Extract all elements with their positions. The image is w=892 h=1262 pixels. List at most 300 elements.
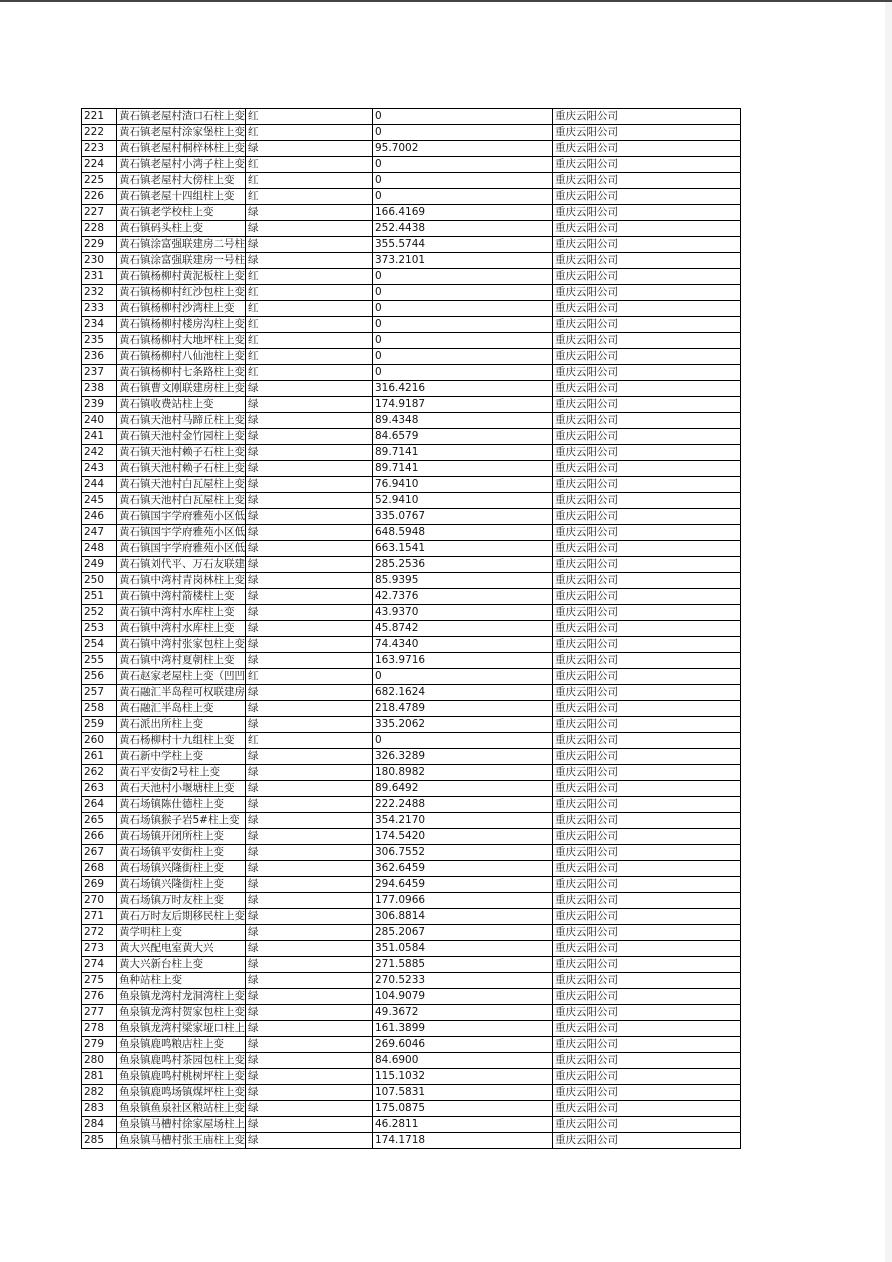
- table-row: [82, 413, 741, 429]
- transformer-name-cell: 鱼泉镇马槽村张王庙柱上变: [117, 1133, 246, 1149]
- company-cell: 重庆云阳公司: [553, 797, 741, 813]
- status-color-cell: 红: [246, 285, 373, 301]
- transformer-name-cell: 黄石镇收费站柱上变: [117, 397, 246, 413]
- transformer-name-cell: 鱼泉镇鹿鸣村茶园包柱上变: [117, 1053, 246, 1069]
- transformer-name-cell: 黄石镇杨柳村黄泥板柱上变: [117, 269, 246, 285]
- transformer-name-cell: 黄石场镇平安街柱上变: [117, 845, 246, 861]
- row-number-cell: 275: [82, 973, 117, 989]
- table-row: [82, 397, 741, 413]
- value-cell: 306.8814: [373, 909, 553, 925]
- company-cell: 重庆云阳公司: [553, 541, 741, 557]
- company-cell: 重庆云阳公司: [553, 829, 741, 845]
- row-number-cell: 284: [82, 1117, 117, 1133]
- company-cell: 重庆云阳公司: [553, 525, 741, 541]
- status-color-cell: 红: [246, 349, 373, 365]
- row-number-cell: 244: [82, 477, 117, 493]
- transformer-name-cell: 鱼泉镇龙湾村梁家垭口柱上: [117, 1021, 246, 1037]
- table-row: [82, 269, 741, 285]
- status-color-cell: 绿: [246, 637, 373, 653]
- transformer-name-cell: 鱼泉镇龙湾村龙洞湾柱上变: [117, 989, 246, 1005]
- company-cell: 重庆云阳公司: [553, 781, 741, 797]
- company-cell: 重庆云阳公司: [553, 477, 741, 493]
- row-number-cell: 232: [82, 285, 117, 301]
- company-cell: 重庆云阳公司: [553, 301, 741, 317]
- transformer-name-cell: 黄石镇天池村白瓦屋柱上变: [117, 477, 246, 493]
- row-number-cell: 278: [82, 1021, 117, 1037]
- value-cell: 43.9370: [373, 605, 553, 621]
- table-row: [82, 669, 741, 685]
- row-number-cell: 266: [82, 829, 117, 845]
- status-color-cell: 绿: [246, 237, 373, 253]
- transformer-name-cell: 黄石镇老屋村桐梓林柱上变: [117, 141, 246, 157]
- company-cell: 重庆云阳公司: [553, 445, 741, 461]
- row-number-cell: 226: [82, 189, 117, 205]
- row-number-cell: 279: [82, 1037, 117, 1053]
- table-row: [82, 749, 741, 765]
- row-number-cell: 234: [82, 317, 117, 333]
- company-cell: 重庆云阳公司: [553, 1133, 741, 1149]
- status-color-cell: 绿: [246, 957, 373, 973]
- row-number-cell: 250: [82, 573, 117, 589]
- transformer-name-cell: 黄石场镇兴隆街柱上变: [117, 877, 246, 893]
- company-cell: 重庆云阳公司: [553, 461, 741, 477]
- table-row: [82, 781, 741, 797]
- value-cell: 0: [373, 269, 553, 285]
- table-row: [82, 1005, 741, 1021]
- table-row: [82, 189, 741, 205]
- transformer-name-cell: 黄石镇天池村金竹园柱上变: [117, 429, 246, 445]
- transformer-name-cell: 黄石融汇半岛程可权联建房: [117, 685, 246, 701]
- table-row: [82, 861, 741, 877]
- row-number-cell: 268: [82, 861, 117, 877]
- row-number-cell: 276: [82, 989, 117, 1005]
- row-number-cell: 258: [82, 701, 117, 717]
- row-number-cell: 274: [82, 957, 117, 973]
- value-cell: 0: [373, 669, 553, 685]
- company-cell: 重庆云阳公司: [553, 493, 741, 509]
- value-cell: 163.9716: [373, 653, 553, 669]
- value-cell: 0: [373, 285, 553, 301]
- row-number-cell: 271: [82, 909, 117, 925]
- row-number-cell: 233: [82, 301, 117, 317]
- transformer-name-cell: 黄石赵家老屋柱上变（凹凹: [117, 669, 246, 685]
- table-row: [82, 1117, 741, 1133]
- company-cell: 重庆云阳公司: [553, 221, 741, 237]
- row-number-cell: 243: [82, 461, 117, 477]
- row-number-cell: 255: [82, 653, 117, 669]
- status-color-cell: 绿: [246, 653, 373, 669]
- company-cell: 重庆云阳公司: [553, 1021, 741, 1037]
- table-row: [82, 573, 741, 589]
- value-cell: 0: [373, 301, 553, 317]
- company-cell: 重庆云阳公司: [553, 1117, 741, 1133]
- table-row: [82, 685, 741, 701]
- transformer-name-cell: 黄石镇杨柳村八仙池柱上变: [117, 349, 246, 365]
- table-row: [82, 173, 741, 189]
- row-number-cell: 241: [82, 429, 117, 445]
- row-number-cell: 262: [82, 765, 117, 781]
- transformer-name-cell: 黄石镇天池村白瓦屋柱上变: [117, 493, 246, 509]
- table-row: [82, 877, 741, 893]
- value-cell: 104.9079: [373, 989, 553, 1005]
- transformer-name-cell: 黄石镇国宇学府雅苑小区低: [117, 525, 246, 541]
- company-cell: 重庆云阳公司: [553, 365, 741, 381]
- status-color-cell: 绿: [246, 989, 373, 1005]
- row-number-cell: 235: [82, 333, 117, 349]
- value-cell: 46.2811: [373, 1117, 553, 1133]
- table-row: [82, 989, 741, 1005]
- table-row: [82, 237, 741, 253]
- company-cell: 重庆云阳公司: [553, 861, 741, 877]
- value-cell: 306.7552: [373, 845, 553, 861]
- status-color-cell: 绿: [246, 429, 373, 445]
- table-row: [82, 381, 741, 397]
- company-cell: 重庆云阳公司: [553, 413, 741, 429]
- row-number-cell: 237: [82, 365, 117, 381]
- value-cell: 270.5233: [373, 973, 553, 989]
- status-color-cell: 绿: [246, 845, 373, 861]
- table-row: [82, 333, 741, 349]
- row-number-cell: 231: [82, 269, 117, 285]
- transformer-name-cell: 黄石镇天池村马蹄丘柱上变: [117, 413, 246, 429]
- status-color-cell: 红: [246, 365, 373, 381]
- status-color-cell: 绿: [246, 589, 373, 605]
- transformer-name-cell: 黄石融汇半岛柱上变: [117, 701, 246, 717]
- value-cell: 49.3672: [373, 1005, 553, 1021]
- value-cell: 362.6459: [373, 861, 553, 877]
- value-cell: 0: [373, 125, 553, 141]
- company-cell: 重庆云阳公司: [553, 349, 741, 365]
- status-color-cell: 绿: [246, 877, 373, 893]
- company-cell: 重庆云阳公司: [553, 813, 741, 829]
- row-number-cell: 228: [82, 221, 117, 237]
- transformer-table: [81, 108, 741, 1149]
- company-cell: 重庆云阳公司: [553, 173, 741, 189]
- value-cell: 252.4438: [373, 221, 553, 237]
- company-cell: 重庆云阳公司: [553, 1101, 741, 1117]
- table-row: [82, 365, 741, 381]
- value-cell: 0: [373, 157, 553, 173]
- status-color-cell: 绿: [246, 685, 373, 701]
- value-cell: 45.8742: [373, 621, 553, 637]
- row-number-cell: 257: [82, 685, 117, 701]
- table-row: [82, 701, 741, 717]
- company-cell: 重庆云阳公司: [553, 285, 741, 301]
- status-color-cell: 红: [246, 669, 373, 685]
- table-row: [82, 557, 741, 573]
- transformer-name-cell: 黄石场镇兴隆街柱上变: [117, 861, 246, 877]
- company-cell: 重庆云阳公司: [553, 1069, 741, 1085]
- status-color-cell: 绿: [246, 861, 373, 877]
- status-color-cell: 绿: [246, 925, 373, 941]
- row-number-cell: 273: [82, 941, 117, 957]
- value-cell: 0: [373, 189, 553, 205]
- status-color-cell: 绿: [246, 541, 373, 557]
- value-cell: 351.0584: [373, 941, 553, 957]
- table-row: [82, 541, 741, 557]
- value-cell: 89.7141: [373, 445, 553, 461]
- status-color-cell: 红: [246, 317, 373, 333]
- status-color-cell: 绿: [246, 909, 373, 925]
- value-cell: 89.7141: [373, 461, 553, 477]
- value-cell: 52.9410: [373, 493, 553, 509]
- row-number-cell: 267: [82, 845, 117, 861]
- table-row: [82, 285, 741, 301]
- company-cell: 重庆云阳公司: [553, 189, 741, 205]
- status-color-cell: 绿: [246, 813, 373, 829]
- transformer-name-cell: 黄石场镇猴子岩5#柱上变: [117, 813, 246, 829]
- status-color-cell: 绿: [246, 973, 373, 989]
- status-color-cell: 绿: [246, 621, 373, 637]
- transformer-name-cell: 黄石镇中湾村青岗林柱上变: [117, 573, 246, 589]
- status-color-cell: 绿: [246, 253, 373, 269]
- company-cell: 重庆云阳公司: [553, 685, 741, 701]
- value-cell: 0: [373, 333, 553, 349]
- status-color-cell: 绿: [246, 1005, 373, 1021]
- table-row: [82, 141, 741, 157]
- table-row: [82, 157, 741, 173]
- value-cell: 373.2101: [373, 253, 553, 269]
- value-cell: 174.1718: [373, 1133, 553, 1149]
- table-row: [82, 445, 741, 461]
- value-cell: 89.4348: [373, 413, 553, 429]
- table-row: [82, 509, 741, 525]
- status-color-cell: 绿: [246, 1069, 373, 1085]
- company-cell: 重庆云阳公司: [553, 845, 741, 861]
- table-row: [82, 525, 741, 541]
- transformer-name-cell: 黄石镇杨柳村七条路柱上变: [117, 365, 246, 381]
- company-cell: 重庆云阳公司: [553, 1037, 741, 1053]
- value-cell: 648.5948: [373, 525, 553, 541]
- status-color-cell: 红: [246, 157, 373, 173]
- company-cell: 重庆云阳公司: [553, 973, 741, 989]
- transformer-name-cell: 黄石镇杨柳村沙湾柱上变: [117, 301, 246, 317]
- row-number-cell: 269: [82, 877, 117, 893]
- table-body: [82, 109, 741, 1149]
- table-row: [82, 1133, 741, 1149]
- table-row: [82, 221, 741, 237]
- status-color-cell: 红: [246, 125, 373, 141]
- value-cell: 316.4216: [373, 381, 553, 397]
- row-number-cell: 259: [82, 717, 117, 733]
- company-cell: 重庆云阳公司: [553, 125, 741, 141]
- row-number-cell: 242: [82, 445, 117, 461]
- transformer-name-cell: 黄石镇杨柳村红沙包柱上变: [117, 285, 246, 301]
- company-cell: 重庆云阳公司: [553, 157, 741, 173]
- row-number-cell: 251: [82, 589, 117, 605]
- row-number-cell: 283: [82, 1101, 117, 1117]
- value-cell: 166.4169: [373, 205, 553, 221]
- transformer-name-cell: 黄石镇老屋村小湾子柱上变: [117, 157, 246, 173]
- transformer-name-cell: 黄石场镇开闭所柱上变: [117, 829, 246, 845]
- transformer-name-cell: 鱼泉镇鹿鸣粮店柱上变: [117, 1037, 246, 1053]
- company-cell: 重庆云阳公司: [553, 573, 741, 589]
- row-number-cell: 280: [82, 1053, 117, 1069]
- status-color-cell: 绿: [246, 381, 373, 397]
- value-cell: 682.1624: [373, 685, 553, 701]
- transformer-name-cell: 黄石镇国宇学府雅苑小区低: [117, 509, 246, 525]
- row-number-cell: 260: [82, 733, 117, 749]
- row-number-cell: 265: [82, 813, 117, 829]
- status-color-cell: 红: [246, 109, 373, 125]
- company-cell: 重庆云阳公司: [553, 621, 741, 637]
- status-color-cell: 绿: [246, 797, 373, 813]
- status-color-cell: 绿: [246, 1101, 373, 1117]
- value-cell: 0: [373, 349, 553, 365]
- transformer-name-cell: 鱼泉镇鱼泉社区粮站柱上变: [117, 1101, 246, 1117]
- status-color-cell: 红: [246, 733, 373, 749]
- status-color-cell: 绿: [246, 829, 373, 845]
- value-cell: 107.5831: [373, 1085, 553, 1101]
- value-cell: 84.6579: [373, 429, 553, 445]
- value-cell: 326.3289: [373, 749, 553, 765]
- transformer-name-cell: 黄石镇天池村赖子石柱上变: [117, 445, 246, 461]
- transformer-name-cell: 黄大兴配电室黄大兴: [117, 941, 246, 957]
- company-cell: 重庆云阳公司: [553, 701, 741, 717]
- value-cell: 174.5420: [373, 829, 553, 845]
- transformer-name-cell: 黄石镇刘代平、万石友联建: [117, 557, 246, 573]
- company-cell: 重庆云阳公司: [553, 909, 741, 925]
- table-row: [82, 829, 741, 845]
- company-cell: 重庆云阳公司: [553, 893, 741, 909]
- row-number-cell: 254: [82, 637, 117, 653]
- transformer-name-cell: 黄石新中学柱上变: [117, 749, 246, 765]
- status-color-cell: 绿: [246, 493, 373, 509]
- transformer-name-cell: 黄石镇老屋村渣口石柱上变: [117, 109, 246, 125]
- company-cell: 重庆云阳公司: [553, 237, 741, 253]
- status-color-cell: 绿: [246, 1133, 373, 1149]
- table-row: [82, 461, 741, 477]
- row-number-cell: 222: [82, 125, 117, 141]
- table-row: [82, 893, 741, 909]
- row-number-cell: 230: [82, 253, 117, 269]
- status-color-cell: 绿: [246, 141, 373, 157]
- status-color-cell: 绿: [246, 445, 373, 461]
- company-cell: 重庆云阳公司: [553, 253, 741, 269]
- status-color-cell: 绿: [246, 413, 373, 429]
- status-color-cell: 绿: [246, 573, 373, 589]
- row-number-cell: 245: [82, 493, 117, 509]
- value-cell: 218.4789: [373, 701, 553, 717]
- company-cell: 重庆云阳公司: [553, 605, 741, 621]
- row-number-cell: 285: [82, 1133, 117, 1149]
- transformer-name-cell: 鱼泉镇龙湾村贺家包柱上变: [117, 1005, 246, 1021]
- table-row: [82, 1053, 741, 1069]
- status-color-cell: 绿: [246, 781, 373, 797]
- status-color-cell: 绿: [246, 397, 373, 413]
- table-row: [82, 765, 741, 781]
- status-color-cell: 绿: [246, 205, 373, 221]
- value-cell: 42.7376: [373, 589, 553, 605]
- company-cell: 重庆云阳公司: [553, 429, 741, 445]
- row-number-cell: 261: [82, 749, 117, 765]
- transformer-name-cell: 黄石镇码头柱上变: [117, 221, 246, 237]
- transformer-name-cell: 黄石派出所柱上变: [117, 717, 246, 733]
- table-row: [82, 317, 741, 333]
- table-row: [82, 429, 741, 445]
- row-number-cell: 229: [82, 237, 117, 253]
- row-number-cell: 256: [82, 669, 117, 685]
- value-cell: 115.1032: [373, 1069, 553, 1085]
- status-color-cell: 绿: [246, 1117, 373, 1133]
- company-cell: 重庆云阳公司: [553, 333, 741, 349]
- company-cell: 重庆云阳公司: [553, 397, 741, 413]
- table-row: [82, 1069, 741, 1085]
- company-cell: 重庆云阳公司: [553, 141, 741, 157]
- table-row: [82, 813, 741, 829]
- row-number-cell: 227: [82, 205, 117, 221]
- row-number-cell: 240: [82, 413, 117, 429]
- table-row: [82, 653, 741, 669]
- company-cell: 重庆云阳公司: [553, 637, 741, 653]
- status-color-cell: 绿: [246, 477, 373, 493]
- status-color-cell: 红: [246, 269, 373, 285]
- company-cell: 重庆云阳公司: [553, 1085, 741, 1101]
- company-cell: 重庆云阳公司: [553, 989, 741, 1005]
- transformer-name-cell: 黄石镇涂富强联建房二号柱: [117, 237, 246, 253]
- row-number-cell: 246: [82, 509, 117, 525]
- value-cell: 177.0966: [373, 893, 553, 909]
- value-cell: 294.6459: [373, 877, 553, 893]
- value-cell: 271.5885: [373, 957, 553, 973]
- value-cell: 180.8982: [373, 765, 553, 781]
- row-number-cell: 248: [82, 541, 117, 557]
- company-cell: 重庆云阳公司: [553, 717, 741, 733]
- table-row: [82, 349, 741, 365]
- transformer-name-cell: 黄石镇中湾村水库柱上变: [117, 605, 246, 621]
- table-row: [82, 797, 741, 813]
- company-cell: 重庆云阳公司: [553, 269, 741, 285]
- status-color-cell: 红: [246, 173, 373, 189]
- table-row: [82, 845, 741, 861]
- row-number-cell: 247: [82, 525, 117, 541]
- company-cell: 重庆云阳公司: [553, 941, 741, 957]
- value-cell: 354.2170: [373, 813, 553, 829]
- table-row: [82, 621, 741, 637]
- row-number-cell: 263: [82, 781, 117, 797]
- company-cell: 重庆云阳公司: [553, 205, 741, 221]
- company-cell: 重庆云阳公司: [553, 877, 741, 893]
- transformer-name-cell: 鱼泉镇鹿鸣村桃树坪柱上变: [117, 1069, 246, 1085]
- row-number-cell: 281: [82, 1069, 117, 1085]
- transformer-name-cell: 黄大兴新台柱上变: [117, 957, 246, 973]
- company-cell: 重庆云阳公司: [553, 1053, 741, 1069]
- row-number-cell: 238: [82, 381, 117, 397]
- transformer-name-cell: 黄石杨柳村十九组柱上变: [117, 733, 246, 749]
- table-row: [82, 125, 741, 141]
- company-cell: 重庆云阳公司: [553, 749, 741, 765]
- value-cell: 0: [373, 365, 553, 381]
- row-number-cell: 270: [82, 893, 117, 909]
- status-color-cell: 绿: [246, 221, 373, 237]
- transformer-name-cell: 黄石镇杨柳村大地坪柱上变: [117, 333, 246, 349]
- table-row: [82, 301, 741, 317]
- table-row: [82, 973, 741, 989]
- company-cell: 重庆云阳公司: [553, 317, 741, 333]
- row-number-cell: 225: [82, 173, 117, 189]
- value-cell: 74.4340: [373, 637, 553, 653]
- value-cell: 0: [373, 109, 553, 125]
- value-cell: 161.3899: [373, 1021, 553, 1037]
- status-color-cell: 红: [246, 189, 373, 205]
- value-cell: 0: [373, 317, 553, 333]
- status-color-cell: 绿: [246, 701, 373, 717]
- table-row: [82, 957, 741, 973]
- transformer-name-cell: 黄石镇国宇学府雅苑小区低: [117, 541, 246, 557]
- row-number-cell: 224: [82, 157, 117, 173]
- status-color-cell: 绿: [246, 941, 373, 957]
- row-number-cell: 221: [82, 109, 117, 125]
